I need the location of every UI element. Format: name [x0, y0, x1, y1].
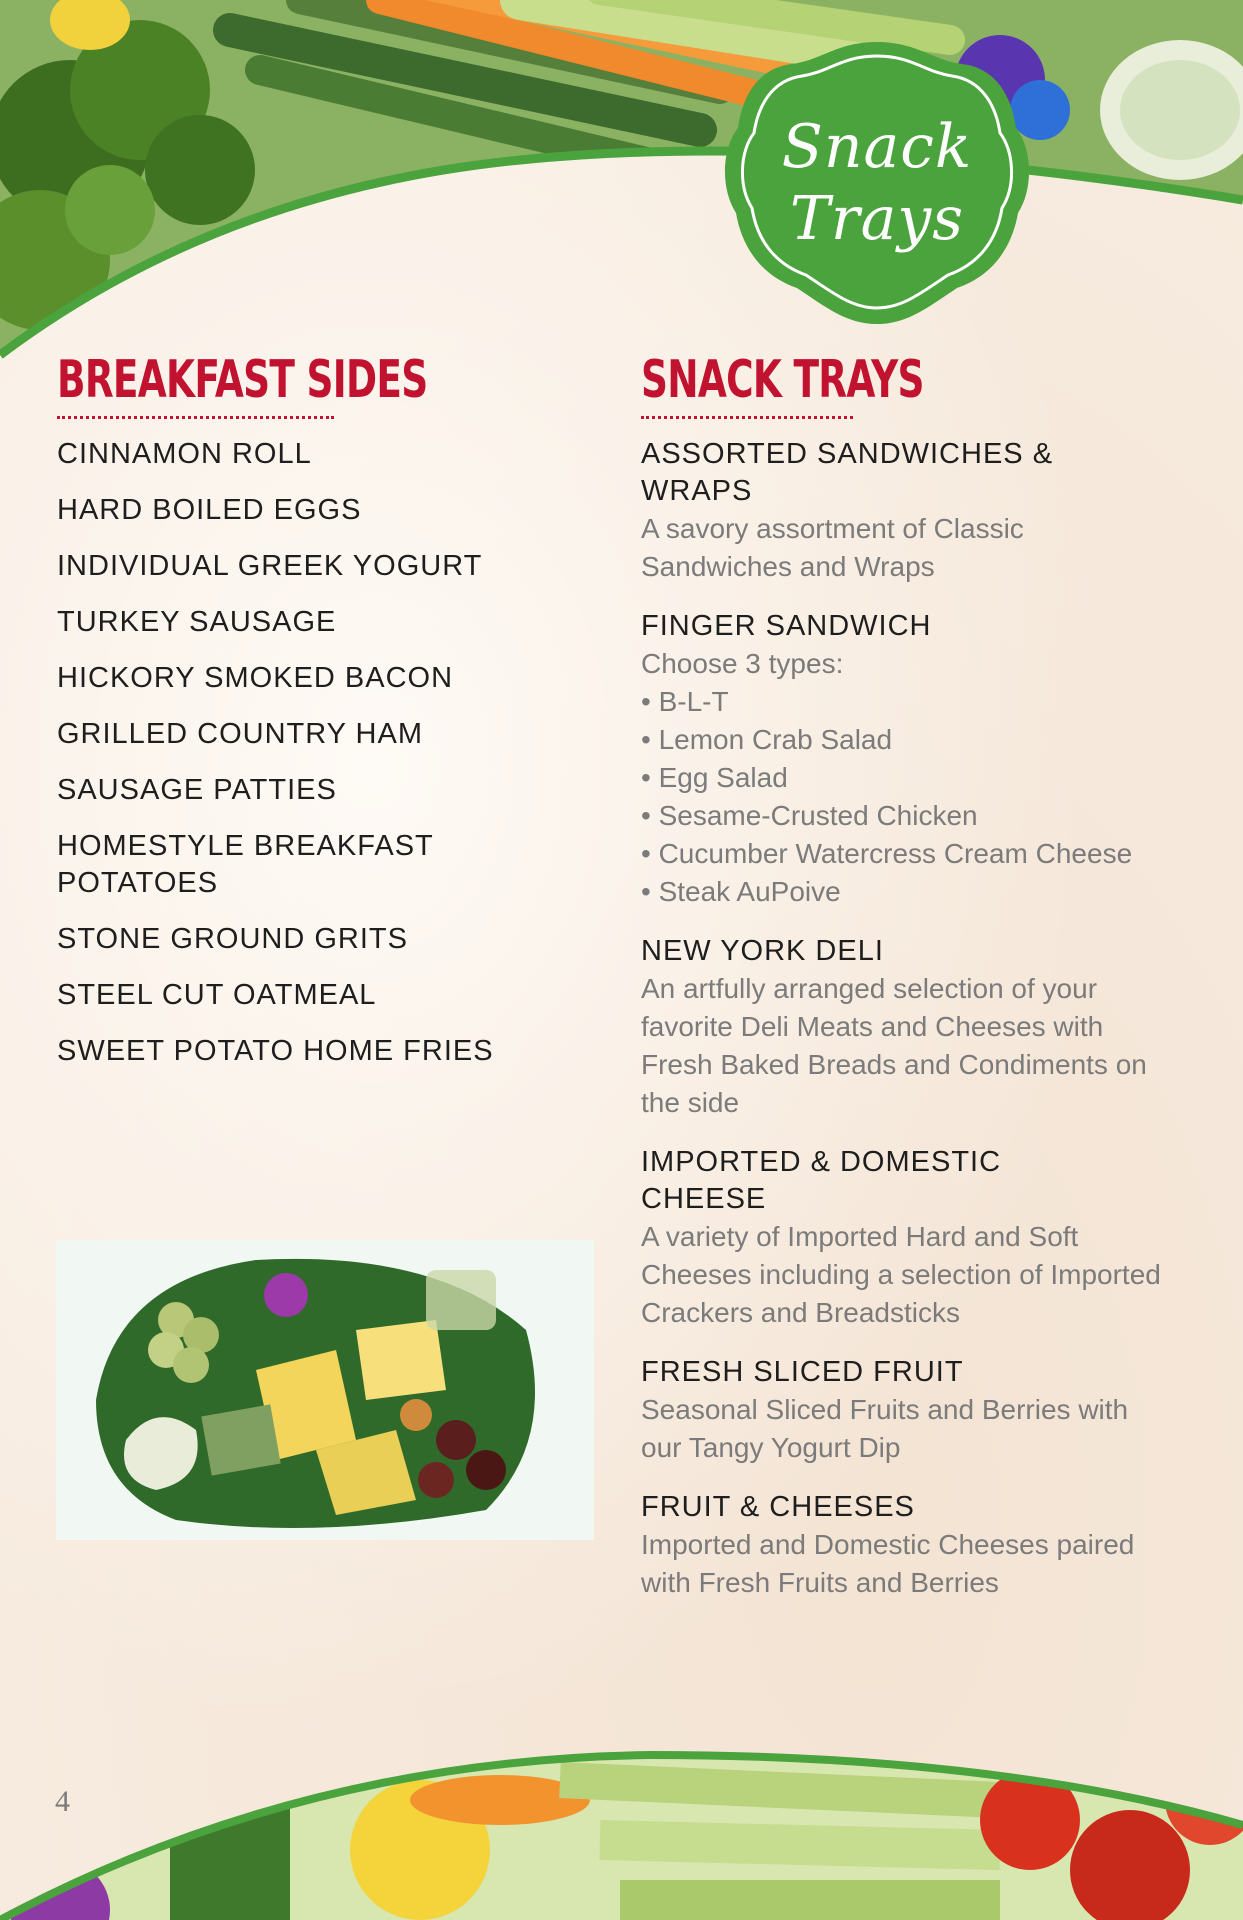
- menu-item-fresh-fruit: [641, 1354, 1201, 1467]
- bullet-option: • Egg Salad: [641, 762, 788, 793]
- item-description: An artfully arranged selection of your favorite Deli Meats and Cheeses with Fresh Baked Breads and Condiments on the side: [641, 973, 1147, 1118]
- snack-trays-heading: SNACK TRAYS: [641, 350, 924, 410]
- snack-trays-list: [641, 436, 1201, 1624]
- list-item: SWEET POTATO HOME FRIES: [57, 1035, 494, 1067]
- item-description: A variety of Imported Hard and Soft Cheeses including a selection of Imported Crackers and Breadsticks: [641, 1221, 1161, 1328]
- heading-underline: [57, 416, 334, 419]
- breakfast-sides-list: [57, 436, 577, 1089]
- page-number: 4: [55, 1785, 70, 1818]
- badge-line-1: Snack: [781, 112, 973, 182]
- item-title: ASSORTED SANDWICHES & WRAPS: [641, 438, 1054, 507]
- item-description: Imported and Domestic Cheeses paired with Fresh Fruits and Berries: [641, 1529, 1135, 1598]
- snack-trays-badge: [712, 38, 1042, 328]
- item-title: NEW YORK DELI: [641, 935, 884, 967]
- menu-item-fruit-cheeses: [641, 1489, 1201, 1602]
- item-description: Seasonal Sliced Fruits and Berries with our Tangy Yogurt Dip: [641, 1394, 1129, 1463]
- item-description: Choose 3 types:: [641, 648, 844, 679]
- breakfast-sides-heading: BREAKFAST SIDES: [57, 350, 428, 410]
- list-item: HARD BOILED EGGS: [57, 494, 362, 526]
- list-item: CINNAMON ROLL: [57, 438, 312, 470]
- bullet-option: • Cucumber Watercress Cream Cheese: [641, 838, 1133, 869]
- item-description: A savory assortment of Classic Sandwiches and Wraps: [641, 513, 1024, 582]
- item-title: FRESH SLICED FRUIT: [641, 1356, 964, 1388]
- list-item: TURKEY SAUSAGE: [57, 606, 337, 638]
- heading-underline: [641, 416, 853, 419]
- cheese-platter-image: [56, 1240, 594, 1540]
- bullet-option: • B-L-T: [641, 686, 729, 717]
- menu-item-cheese: [641, 1144, 1201, 1332]
- bullet-option: • Lemon Crab Salad: [641, 724, 893, 755]
- list-item: INDIVIDUAL GREEK YOGURT: [57, 550, 483, 582]
- list-item: HICKORY SMOKED BACON: [57, 662, 454, 694]
- vegetables-header-image: [0, 0, 1243, 370]
- badge-line-2: Trays: [789, 184, 965, 254]
- menu-item-sandwiches: [641, 436, 1201, 586]
- item-title: FINGER SANDWICH: [641, 610, 932, 642]
- vegetables-footer-image: [0, 1740, 1243, 1920]
- item-title: IMPORTED & DOMESTIC CHEESE: [641, 1146, 1002, 1215]
- list-item: STEEL CUT OATMEAL: [57, 979, 377, 1011]
- list-item: SAUSAGE PATTIES: [57, 774, 337, 806]
- menu-item-ny-deli: [641, 933, 1201, 1122]
- list-item: GRILLED COUNTRY HAM: [57, 718, 423, 750]
- list-item: STONE GROUND GRITS: [57, 923, 408, 955]
- menu-item-finger-sandwich: [641, 608, 1201, 911]
- item-title: FRUIT & CHEESES: [641, 1491, 915, 1523]
- list-item: HOMESTYLE BREAKFAST POTATOES: [57, 830, 434, 899]
- bullet-option: • Sesame-Crusted Chicken: [641, 800, 978, 831]
- bullet-option: • Steak AuPoive: [641, 876, 841, 907]
